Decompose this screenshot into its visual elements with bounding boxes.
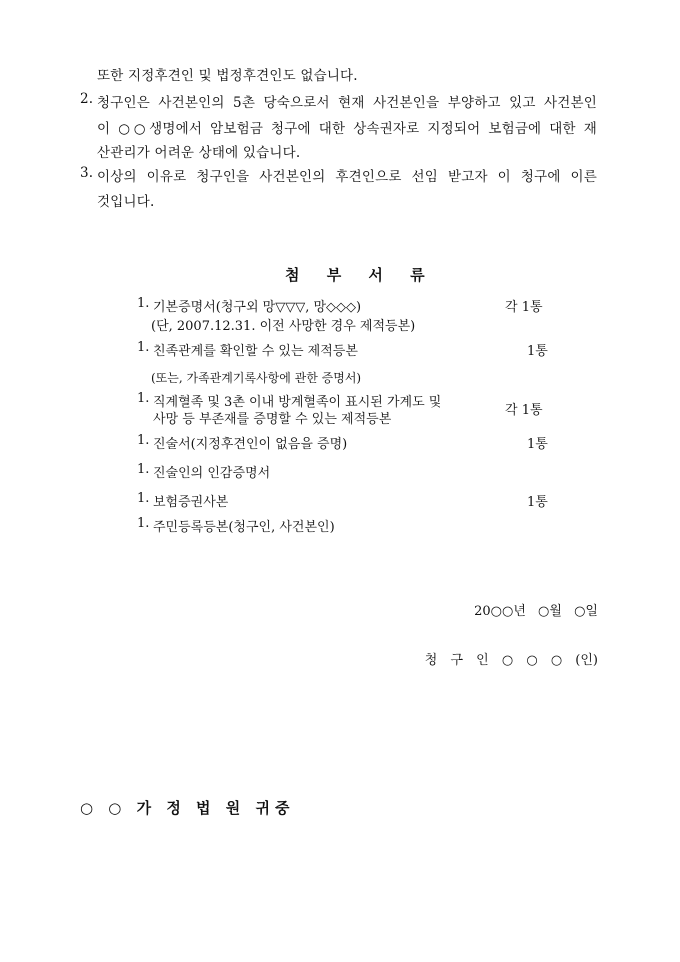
reason-item-2-number: 2.: [80, 91, 94, 107]
attachment-number: 1.: [137, 296, 150, 311]
attachment-quantity: 1통: [527, 344, 548, 359]
attachment-quantity: 각 1통: [505, 403, 543, 418]
attachment-basic-certificate: 기본증명서(청구외 망▽▽▽, 망◇◇◇): [153, 300, 362, 315]
attachment-statement: 진술서(지정후견인이 없음을 증명): [153, 437, 348, 452]
reason-item-2-line-2: 이 ○○생명에서 암보험금 청구에 대한 상속권자로 지정되어 보험금에 대한 재: [97, 121, 597, 137]
attachments-heading: 첨 부 서 류: [285, 266, 436, 284]
filing-date: 20○○년 ○월 ○일: [474, 604, 598, 619]
attachment-insurance-copy: 보험증권사본: [153, 495, 229, 510]
attachment-note: (단, 2007.12.31. 이전 사망한 경우 제적등본): [151, 319, 416, 334]
attachment-resident-register: 주민등록등본(청구인, 사건본인): [153, 520, 335, 535]
reason-item-3-line-1: 이상의 이유로 청구인을 사건본인의 후견인으로 선임 받고자 이 청구에 이른: [97, 169, 597, 185]
attachment-number: 1.: [137, 516, 150, 531]
reason-continuation-line: 또한 지정후견인 및 법정후견인도 없습니다.: [97, 68, 358, 84]
claimant-signature-line: 청 구 인 ○ ○ ○ (인): [424, 653, 598, 668]
attachment-number: 1.: [137, 391, 150, 406]
attachment-number: 1.: [137, 433, 150, 448]
attachment-quantity: 1통: [527, 495, 548, 510]
attachment-number: 1.: [137, 340, 150, 355]
attachment-quantity: 각 1통: [505, 300, 543, 315]
attachment-family-tree: 직계혈족 및 3촌 이내 방계혈족이 표시된 가계도 및: [153, 395, 442, 410]
court-addressee: ○ ○ 가 정 법 원 귀중: [80, 799, 295, 817]
reason-item-2-line-3: 산관리가 어려운 상태에 있습니다.: [97, 145, 301, 161]
attachment-family-register: 친족관계를 확인할 수 있는 제적등본: [153, 344, 358, 359]
reason-item-2-line-1: 청구인은 사건본인의 5촌 당숙으로서 현재 사건본인을 부양하고 있고 사건본인: [97, 95, 597, 111]
reason-item-3-number: 3.: [80, 165, 94, 181]
attachment-seal-certificate: 진술인의 인감증명서: [153, 466, 271, 481]
attachment-quantity: 1통: [527, 437, 548, 452]
attachment-number: 1.: [137, 462, 150, 477]
attachment-number: 1.: [137, 491, 150, 506]
attachment-family-tree-line-2: 사망 등 부존재를 증명할 수 있는 제적등본: [153, 412, 392, 427]
reason-item-3-line-2: 것입니다.: [97, 194, 155, 210]
attachment-note: (또는, 가족관계기록사항에 관한 증명서): [151, 371, 362, 385]
